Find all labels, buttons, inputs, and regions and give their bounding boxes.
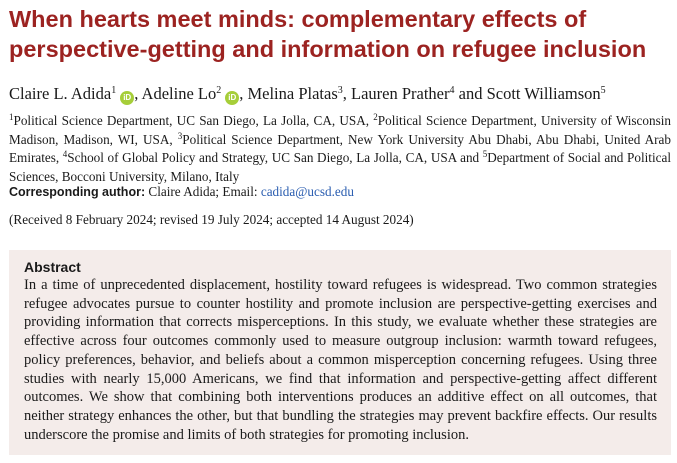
author-list xyxy=(9,84,674,105)
title-line-2: perspective-getting and information on refugee inclusion xyxy=(9,36,647,62)
abstract-text: In a time of unprecedented displacement, hostility toward refugees is widespread. Two common strategies refugee advocates pursue to counter hostility and promote inclusion are perspective-getting exercises and providing information that corrects misperceptions. In this study, we evaluate whether these strategies are effective across four outcomes commonly used to measure outgroup inclusion: warmth toward refugees, policy preferences, behavior, and beliefs about a common misperception concerning refugees. Using three studies with nearly 15,000 Americans, we find that information and perspective-getting affect different outcomes. We show that combining both interventions produces an additive effect on all outcomes, that neither strategy enhances the other, but that bundling the strategies may prevent backfire effects. Our results underscore the promise and limits of both strategies for promoting inclusion. xyxy=(24,277,657,443)
affiliation-text: Political Science Department, UC San Diego, La Jolla, CA, USA, xyxy=(13,113,374,128)
orcid-icon[interactable]: iD xyxy=(225,91,239,105)
affiliation-text: Political Science Department, New York University Abu Dhabi, Abu Dhabi, United Arab Emirates, xyxy=(9,131,671,165)
author-affiliation-marker: 5 xyxy=(600,85,606,96)
author-name[interactable]: Melina Platas$^3$ xyxy=(247,84,343,103)
affiliation-marker: 3 xyxy=(177,130,183,141)
author-affiliation-marker: 4 xyxy=(449,85,455,96)
author-separator: and xyxy=(454,84,487,103)
author-name[interactable]: Scott Williamson$^5$ xyxy=(486,84,606,103)
author-separator: , xyxy=(342,84,351,103)
author-affiliation-marker: 2 xyxy=(216,85,222,96)
author-separator: , xyxy=(134,84,142,103)
corresponding-author-text: Claire Adida; Email: xyxy=(145,184,261,199)
author-affiliation-marker: 3 xyxy=(337,85,343,96)
email-link[interactable]: cadida@ucsd.edu xyxy=(260,184,354,199)
corresponding-author xyxy=(9,183,671,201)
author-separator: , xyxy=(239,84,248,103)
author-name[interactable]: Lauren Prather$^4$ xyxy=(351,84,455,103)
affiliations xyxy=(9,112,671,186)
article-title xyxy=(9,4,674,64)
orcid-icon[interactable]: iD xyxy=(120,91,134,105)
received-dates: (Received 8 February 2024; revised 19 July 2024; accepted 14 August 2024) xyxy=(9,212,414,227)
abstract-box xyxy=(9,250,671,455)
corresponding-author-label: Corresponding author: xyxy=(9,185,146,199)
title-line-1: When hearts meet minds: complementary effects of xyxy=(9,6,587,32)
affiliation-marker: 2 xyxy=(373,112,378,122)
affiliation-marker: 5 xyxy=(482,149,488,159)
affiliation-marker: 4 xyxy=(62,149,68,159)
author-affiliation-marker: 1 xyxy=(111,85,117,96)
affiliation-text: School of Global Policy and Strategy, UC San Diego, La Jolla, CA, USA and xyxy=(67,150,483,165)
abstract-heading: Abstract xyxy=(24,259,81,275)
author-name[interactable]: Claire L. Adida$^1$iD xyxy=(9,84,134,103)
affiliation-text: Political Science Department, University of Wisconsin Madison, Madison, WI, USA, xyxy=(9,113,671,147)
affiliation-marker: 1 xyxy=(9,112,14,122)
affiliation-text: Department of Social and Political Sciences, Bocconi University, Milano, Italy xyxy=(9,150,671,184)
author-name[interactable]: Adeline Lo$^2$iD xyxy=(142,84,240,103)
